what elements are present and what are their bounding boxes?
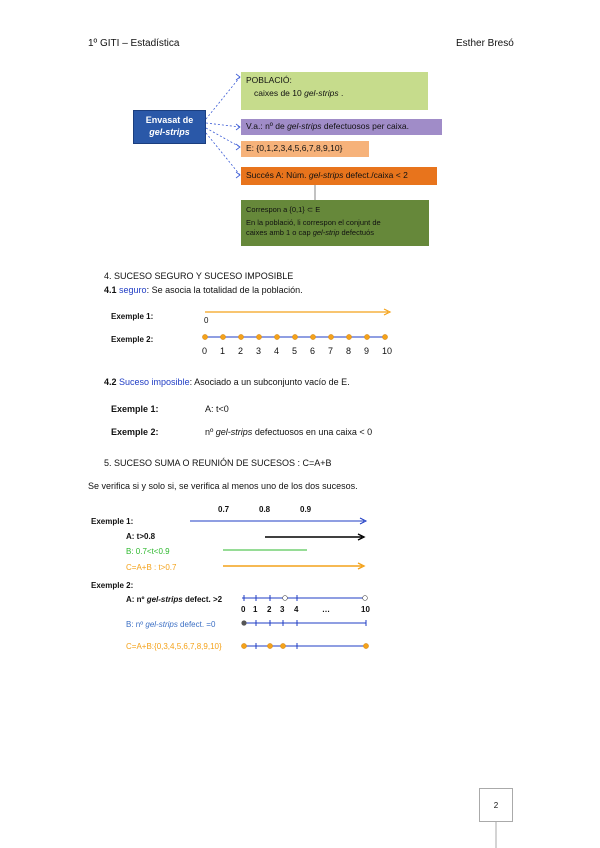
imp-ex2-value: nº gel-strips defectuosos en una caixa < 0	[205, 427, 373, 437]
ex2-number-label: 10	[361, 605, 370, 614]
seguro-tick-label: 4	[274, 346, 280, 356]
header-left: 1º GITI – Estadística	[88, 38, 180, 49]
suma-b2-label: B: nº gel-strips defect. =0	[126, 620, 216, 629]
suma-a-label: A: t>0.8	[126, 532, 156, 541]
axis-label-09: 0.9	[300, 505, 312, 514]
seguro-tick-label: 10	[382, 346, 393, 356]
seguro-tick-label: 3	[256, 346, 262, 356]
axis-label-07: 0.7	[218, 505, 230, 514]
suma-c2-label: C=A+B:{0,3,4,5,6,7,8,9,10}	[126, 642, 222, 651]
correspon-line3: caixes amb 1 o cap gel-strip defectuós	[246, 227, 374, 237]
imp-ex1-label: Exemple 1:	[111, 404, 159, 414]
s41-line: 4.1 seguro: Se asocia la totalidad de la población.	[104, 285, 303, 295]
seguro-tick-label: 8	[346, 346, 352, 356]
seguro-tick-label: 5	[292, 346, 298, 356]
seguro-tick-label: 7	[328, 346, 334, 356]
ex2-number-label: 2	[267, 605, 272, 614]
page-number: 2	[493, 800, 499, 810]
succes-box: Succés A: Núm. gel-strips defect./caixa < 2	[241, 167, 437, 185]
seguro-tick-label: 2	[238, 346, 244, 356]
ex2-number-label: …	[322, 605, 330, 614]
correspon-line1: Correspon a {0,1} ⊂ E	[246, 205, 321, 214]
suma-ex1-label: Exemple 1:	[91, 517, 134, 526]
espai-box: E: {0,1,2,3,4,5,6,7,8,9,10}	[241, 141, 369, 157]
seguro-tick-label: 0	[202, 346, 208, 356]
suma-c-label: C=A+B : t>0.7	[126, 563, 177, 572]
section5-heading: 5. SUCESO SUMA O REUNIÓN DE SUCESOS : C=A+B	[104, 458, 332, 468]
va-box: V.a.: nº de gel-strips defectuosos per caixa.	[241, 119, 442, 135]
seguro-ex2-label: Exemple 2:	[111, 335, 154, 344]
ex2-number-label: 4	[294, 605, 299, 614]
seguro-ex1-zero: 0	[204, 316, 209, 325]
ex2-number-label: 1	[253, 605, 258, 614]
seguro-tick-label: 9	[364, 346, 370, 356]
suma-a2-label: A: nº gel-strips defect. >2	[126, 595, 223, 604]
seguro-tick-label: 6	[310, 346, 316, 356]
imp-ex2-label: Exemple 2:	[111, 427, 159, 437]
suma-ex2-label: Exemple 2:	[91, 581, 134, 590]
axis-label-08: 0.8	[259, 505, 271, 514]
poblacio-title: POBLACIÓ:	[246, 75, 292, 85]
ex2-number-label: 3	[280, 605, 285, 614]
suma-b-label: B: 0.7<t<0.9	[126, 547, 170, 556]
seguro-ex1-label: Exemple 1:	[111, 312, 154, 321]
ex2-number-label: 0	[241, 605, 246, 614]
poblacio-text: caixes de 10 gel-strips .	[254, 88, 344, 99]
imp-ex1-value: A: t<0	[205, 404, 229, 414]
correspon-line2: En la població, li correspon el conjunt de	[246, 217, 381, 227]
section4-heading: 4. SUCESO SEGURO Y SUCESO IMPOSIBLE	[104, 271, 294, 281]
section5-intro: Se verifica si y solo si, se verifica al menos uno de los dos sucesos.	[88, 481, 358, 491]
header-right: Esther Bresó	[456, 38, 514, 49]
diagram-center-line1: Envasat de	[145, 115, 194, 125]
seguro-tick-label: 1	[220, 346, 226, 356]
diagram-center-line2: gel-strips	[149, 126, 190, 137]
s42-line: 4.2 Suceso imposible: Asociado a un subconjunto vacío de E.	[104, 377, 350, 387]
